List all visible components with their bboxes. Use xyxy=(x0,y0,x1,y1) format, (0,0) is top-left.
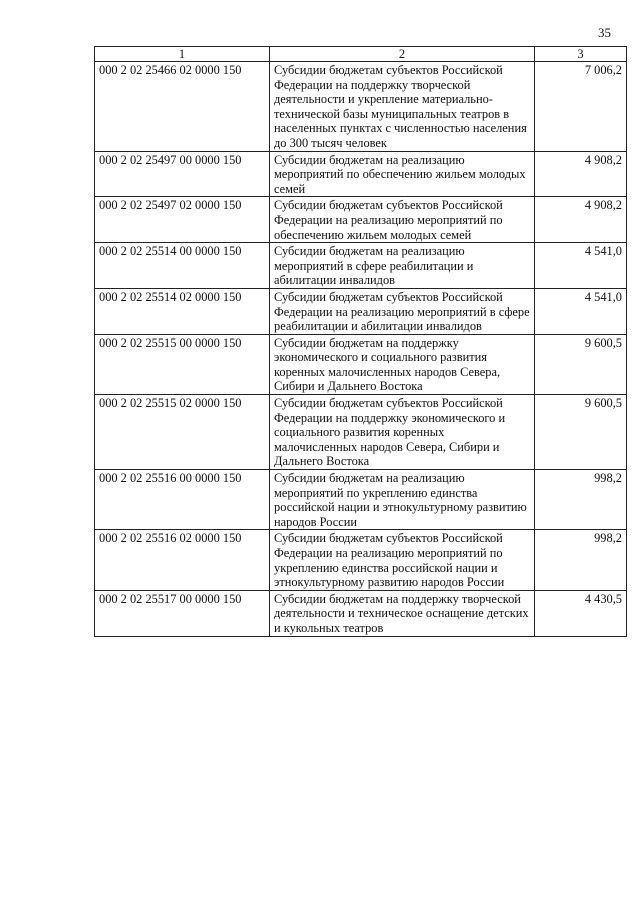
table-row xyxy=(95,530,627,590)
table-row xyxy=(95,151,627,197)
description-cell: Субсидии бюджетам субъектов Российской Федерации на реализацию мероприятий в сфере реабилитации и абилитации инвалидов xyxy=(270,288,535,334)
table-row xyxy=(95,62,627,152)
table-row xyxy=(95,470,627,530)
amount-cell: 998,2 xyxy=(535,470,627,530)
description-cell: Субсидии бюджетам на реализацию мероприятий по укреплению единства российской нации и этнокультурному развитию народов России xyxy=(270,470,535,530)
description-cell: Субсидии бюджетам субъектов Российской Федерации на поддержку экономического и социального развития коренных малочисленных народов Севера, Сибири и Дальнего Востока xyxy=(270,395,535,470)
column-header-name: 2 xyxy=(270,47,535,62)
description-cell: Субсидии бюджетам субъектов Российской Федерации на реализацию мероприятий по обеспечению жильем молодых семей xyxy=(270,197,535,243)
page-number: 35 xyxy=(598,25,611,40)
amount-cell: 4 430,5 xyxy=(535,590,627,636)
budget-table xyxy=(94,46,627,637)
budget-code-cell: 000 2 02 25497 02 0000 150 xyxy=(95,197,270,243)
amount-cell: 4 541,0 xyxy=(535,243,627,289)
table-row xyxy=(95,197,627,243)
description-cell: Субсидии бюджетам на реализацию мероприятий в сфере реабилитации и абилитации инвалидов xyxy=(270,243,535,289)
description-cell: Субсидии бюджетам субъектов Российской Федерации на реализацию мероприятий по укреплению единства российской нации и этнокультурному развитию народов России xyxy=(270,530,535,590)
table-row xyxy=(95,334,627,394)
amount-cell: 998,2 xyxy=(535,530,627,590)
budget-code-cell: 000 2 02 25515 00 0000 150 xyxy=(95,334,270,394)
description-cell: Субсидии бюджетам на поддержку творческой деятельности и техническое оснащение детских и кукольных театров xyxy=(270,590,535,636)
table-row xyxy=(95,395,627,470)
table-body xyxy=(95,62,627,637)
budget-code-cell: 000 2 02 25515 02 0000 150 xyxy=(95,395,270,470)
table-row xyxy=(95,288,627,334)
amount-cell: 9 600,5 xyxy=(535,334,627,394)
amount-cell: 9 600,5 xyxy=(535,395,627,470)
budget-code-cell: 000 2 02 25516 00 0000 150 xyxy=(95,470,270,530)
description-cell: Субсидии бюджетам субъектов Российской Федерации на поддержку творческой деятельности и укрепление материально-технической базы муниципальных театров в населенных пунктах с численностью населения до 300 тысяч человек xyxy=(270,62,535,152)
amount-cell: 4 541,0 xyxy=(535,288,627,334)
budget-code-cell: 000 2 02 25466 02 0000 150 xyxy=(95,62,270,152)
description-cell: Субсидии бюджетам на поддержку экономического и социального развития коренных малочисленных народов Севера, Сибири и Дальнего Востока xyxy=(270,334,535,394)
budget-code-cell: 000 2 02 25497 00 0000 150 xyxy=(95,151,270,197)
budget-code-cell: 000 2 02 25516 02 0000 150 xyxy=(95,530,270,590)
description-cell: Субсидии бюджетам на реализацию мероприятий по обеспечению жильем молодых семей xyxy=(270,151,535,197)
table-row xyxy=(95,590,627,636)
column-header-amount: 3 xyxy=(535,47,627,62)
budget-code-cell: 000 2 02 25514 00 0000 150 xyxy=(95,243,270,289)
budget-code-cell: 000 2 02 25517 00 0000 150 xyxy=(95,590,270,636)
amount-cell: 4 908,2 xyxy=(535,151,627,197)
amount-cell: 4 908,2 xyxy=(535,197,627,243)
budget-code-cell: 000 2 02 25514 02 0000 150 xyxy=(95,288,270,334)
column-header-code: 1 xyxy=(95,47,270,62)
amount-cell: 7 006,2 xyxy=(535,62,627,152)
header-row xyxy=(95,47,627,62)
table-row xyxy=(95,243,627,289)
table-header xyxy=(95,47,627,62)
